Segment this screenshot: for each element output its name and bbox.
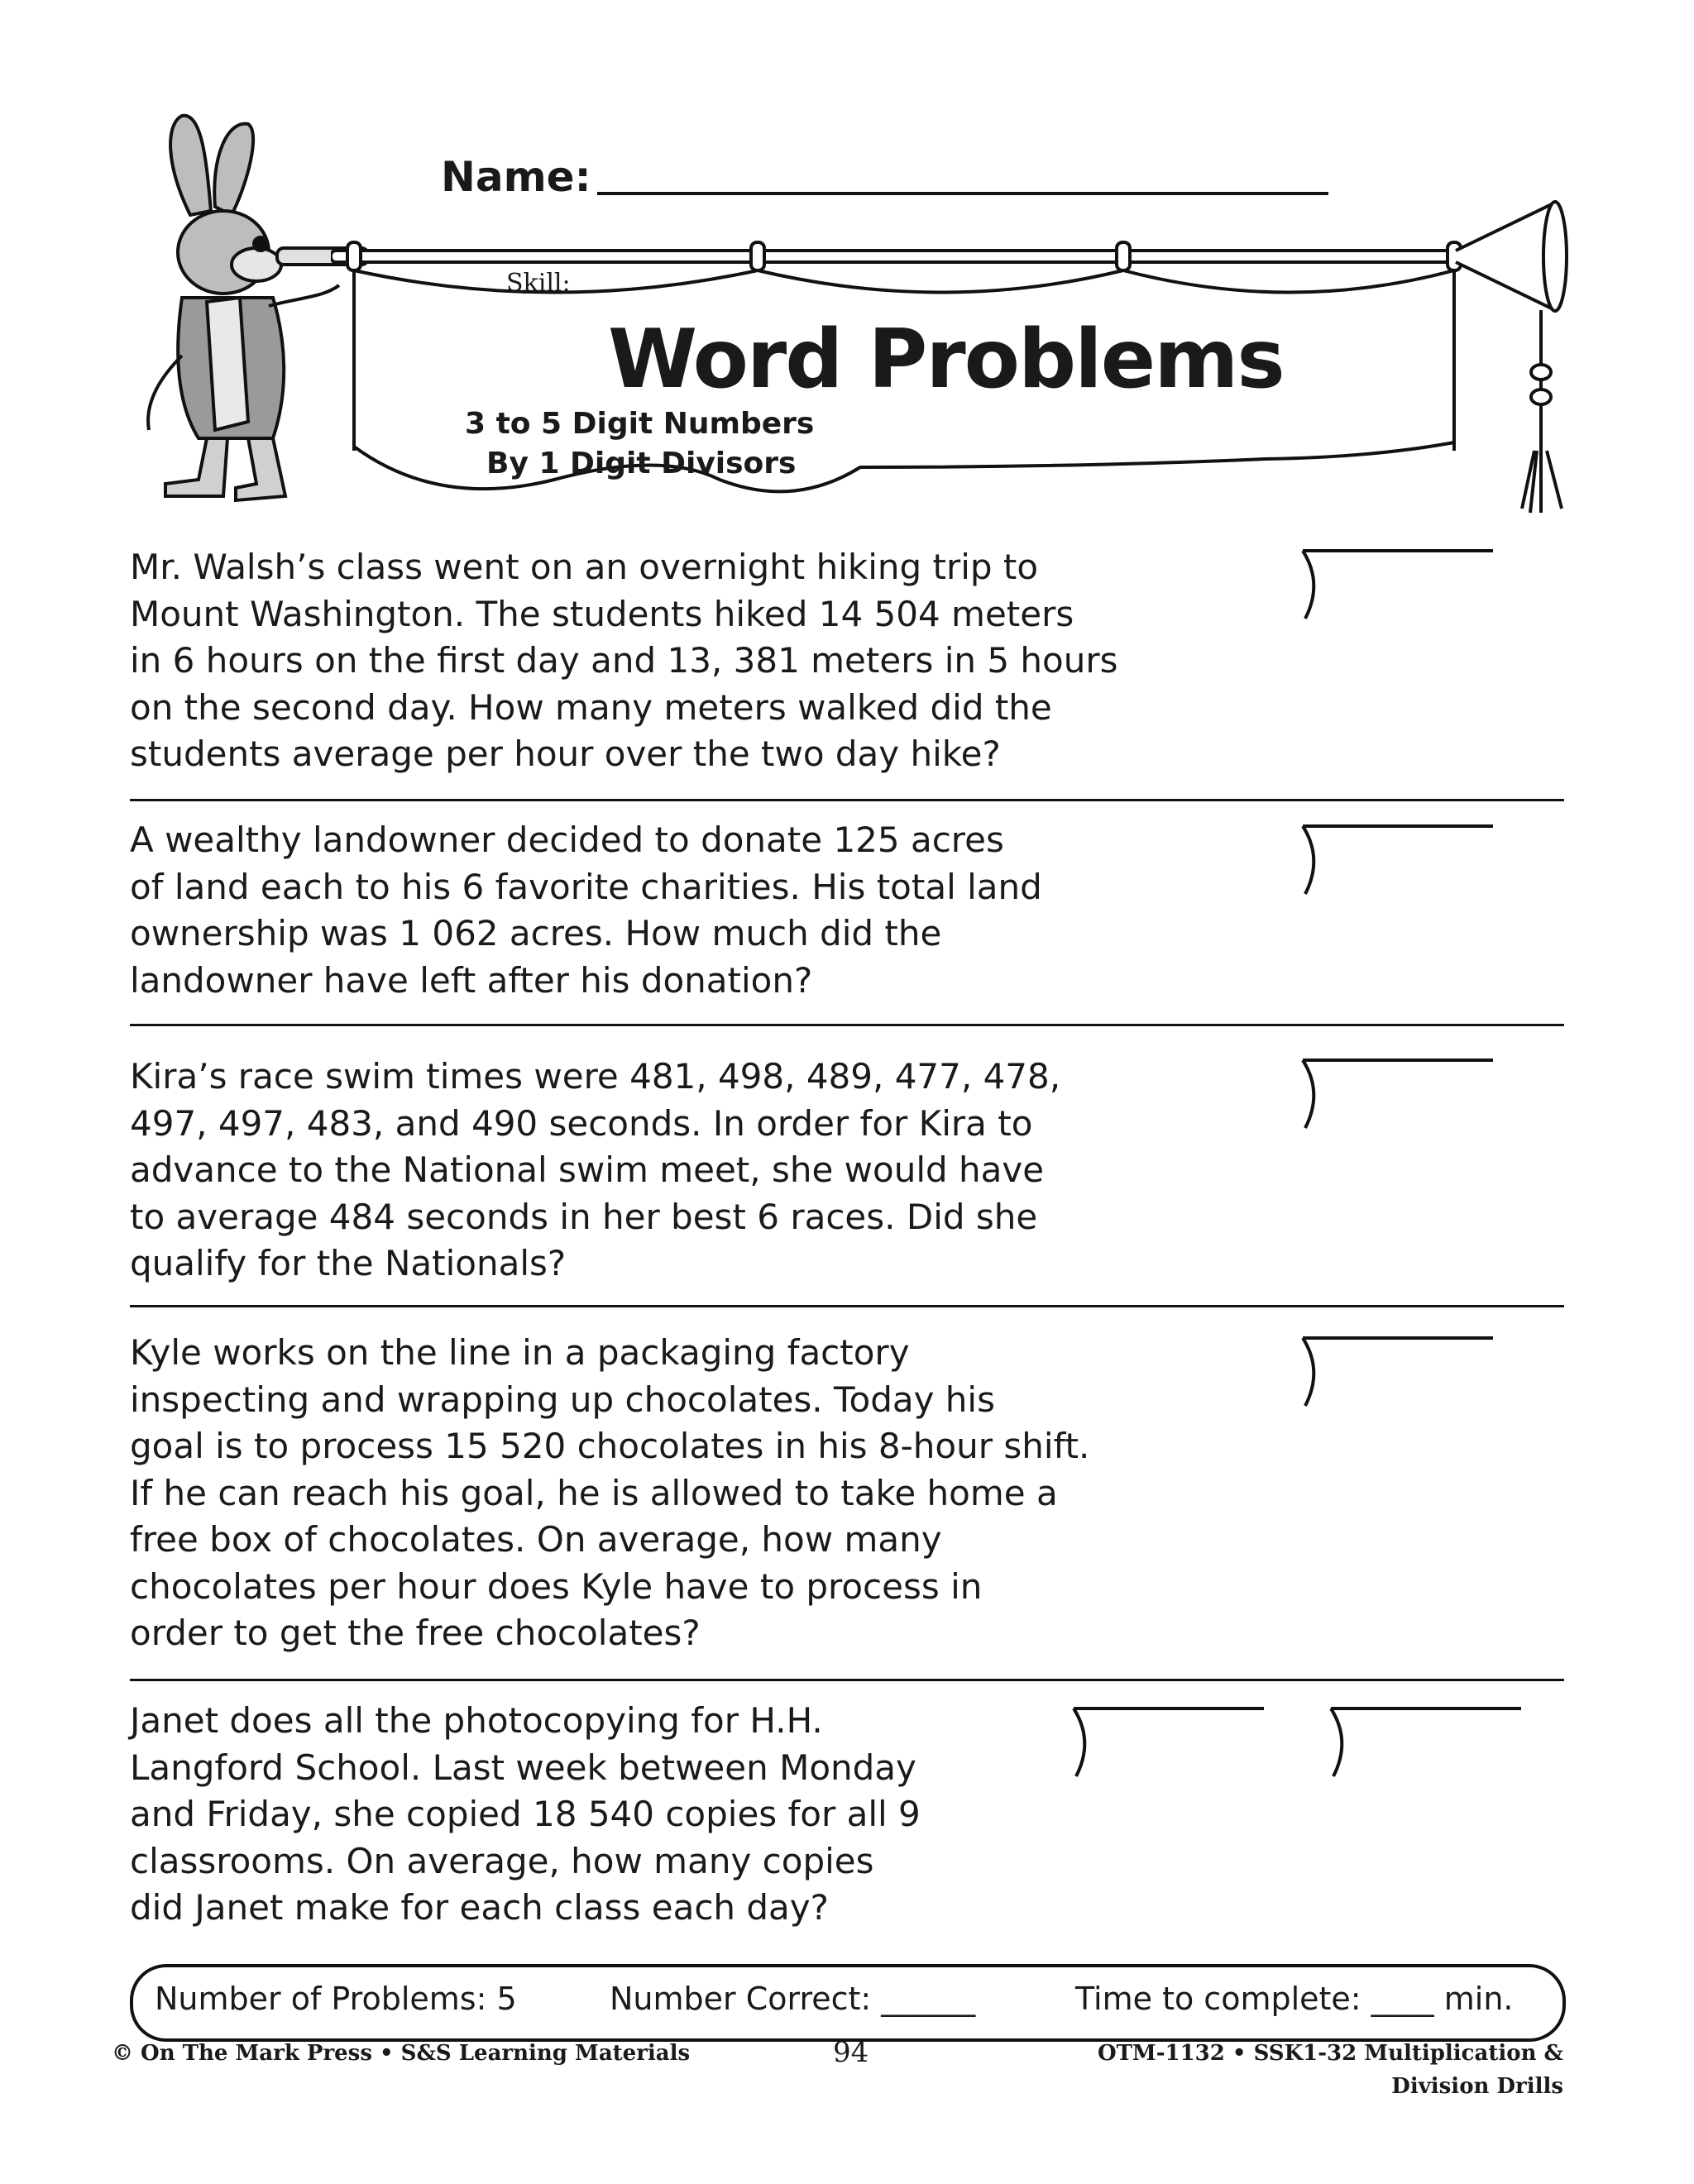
- problem-line: on the second day. How many meters walked did the: [130, 686, 1052, 728]
- division-bracket-answer-space[interactable]: [1299, 1333, 1497, 1416]
- problem-divider: [130, 1305, 1564, 1307]
- problem-line: of land each to his 6 favorite charities. His total land: [130, 866, 1042, 907]
- problem-line: Janet does all the photocopying for H.H.: [130, 1700, 823, 1741]
- page-title: Word Problems: [608, 313, 1284, 407]
- problem-line: landowner have left after his donation?: [130, 959, 813, 1001]
- word-problem-1: [130, 544, 1205, 778]
- problem-line: Kyle works on the line in a packaging factory: [130, 1332, 910, 1373]
- word-problem-2: [130, 817, 1205, 1004]
- problem-line: A wealthy landowner decided to donate 125 acres: [130, 820, 1004, 860]
- page-number: 94: [833, 2036, 869, 2069]
- division-bracket-answer-space[interactable]: [1327, 1704, 1525, 1786]
- problem-divider: [130, 799, 1564, 801]
- problem-line: qualify for the Nationals?: [130, 1243, 567, 1283]
- problem-line: Mount Washington. The students hiked 14 504 meters: [130, 593, 1074, 634]
- problem-line: did Janet make for each class each day?: [130, 1887, 829, 1928]
- problem-line: 497, 497, 483, and 490 seconds. In order for Kira to: [130, 1102, 1033, 1144]
- problem-line: goal is to process 15 520 chocolates in his 8-hour shift.: [130, 1426, 1090, 1466]
- subtitle-line-2: By 1 Digit Divisors: [486, 447, 797, 480]
- footer-publisher: © On The Mark Press • S&S Learning Materials: [112, 2041, 691, 2066]
- subtitle-line-1: 3 to 5 Digit Numbers: [465, 407, 815, 441]
- word-problem-5: [130, 1698, 1205, 1932]
- problem-line: advance to the National swim meet, she would have: [130, 1149, 1045, 1190]
- problem-line: If he can reach his goal, he is allowed to take home a: [130, 1472, 1058, 1513]
- number-of-problems: Number of Problems: 5: [155, 1981, 517, 2017]
- problem-line: chocolates per hour does Kyle have to process in: [130, 1565, 983, 1607]
- problem-line: Kira’s race swim times were 481, 498, 489, 477, 478,: [130, 1056, 1061, 1097]
- problem-line: classrooms. On average, how many copies: [130, 1840, 874, 1881]
- footer-series-line-1: OTM-1132 • SSK1-32 Multiplication &: [1097, 2041, 1563, 2066]
- division-bracket-answer-space[interactable]: [1299, 1055, 1497, 1138]
- problem-line: inspecting and wrapping up chocolates. Today his: [130, 1379, 995, 1420]
- time-to-complete: Time to complete: ____ min.: [1075, 1981, 1514, 2017]
- problem-line: Mr. Walsh’s class went on an overnight hiking trip to: [130, 547, 1039, 587]
- problem-line: to average 484 seconds in her best 6 races. Did she: [130, 1196, 1038, 1237]
- number-correct: Number Correct: ______: [610, 1981, 976, 2017]
- problem-divider: [130, 1679, 1564, 1681]
- word-problem-4: [130, 1330, 1205, 1657]
- word-problem-3: [130, 1054, 1205, 1288]
- problem-line: and Friday, she copied 18 540 copies for all 9: [130, 1794, 921, 1834]
- division-bracket-answer-space[interactable]: [1299, 546, 1497, 628]
- footer-series-line-2: Division Drills: [1391, 2074, 1563, 2099]
- problem-line: in 6 hours on the first day and 13, 381 meters in 5 hours: [130, 640, 1118, 681]
- division-bracket-answer-space[interactable]: [1299, 821, 1497, 904]
- problem-divider: [130, 1024, 1564, 1026]
- problem-line: students average per hour over the two day hike?: [130, 734, 1001, 774]
- skill-label: Skill:: [506, 269, 571, 298]
- problem-line: order to get the free chocolates?: [130, 1613, 701, 1653]
- problem-line: ownership was 1 062 acres. How much did the: [130, 913, 942, 953]
- name-label: Name:: [441, 153, 591, 201]
- division-bracket-answer-space[interactable]: [1070, 1704, 1268, 1786]
- problem-line: free box of chocolates. On average, how many: [130, 1519, 942, 1560]
- problem-line: Langford School. Last week between Monday: [130, 1747, 916, 1788]
